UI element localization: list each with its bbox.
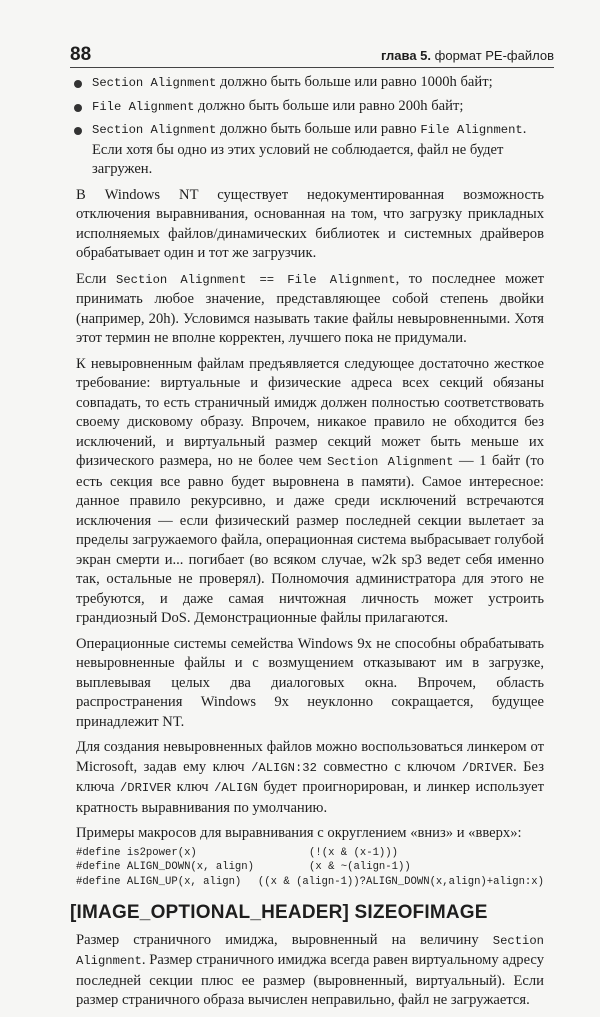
inline-code: Section Alignment == File Alignment: [116, 272, 396, 287]
list-item: [76, 73, 544, 94]
paragraph-text: , то последнее может принимать любое значение, представляющее собой степень двойки (например, 20h). Условимся называть такие файлы невыровненными. Хотя этот термин не вполне корректен, лучшего пока не придумали.: [76, 270, 544, 346]
code-right: (!(x & (x-1))): [309, 846, 399, 859]
page-body: [70, 73, 545, 1017]
inline-code: Section Alignment: [92, 123, 217, 137]
paragraph-text: — 1 байт (то есть секция все равно будет выровнена в памяти). Самое интересное: данное правило рекурсивно, и даже среди исключений встречаются исключения — если физический размер последней секции вылетает за пределы загружаемого файла, операционная система выбрасывает голубой экран смерти и... погибает (во всяком случае, w2k sp3 ведет себя именно так, остальные не проверял). Полномочия администратора для этого не требуются, и даже самая ничтожная личность может устроить грандиозный DoS. Демонстрационные файлы прилагаются.: [76, 453, 544, 626]
list-item: [76, 97, 544, 118]
paragraph-text: ключ: [171, 779, 215, 795]
code-left: #define ALIGN_DOWN(x, align): [76, 861, 255, 873]
inline-code: /ALIGN: [214, 781, 258, 795]
paragraph-text: Размер страничного имиджа, выровненный на величину: [76, 931, 493, 948]
page-header: [70, 44, 554, 66]
inline-code: /DRIVER: [119, 781, 172, 795]
list-item: [76, 120, 544, 180]
inline-code: Section Alignment: [327, 455, 454, 469]
inline-code: Section Alignment: [76, 933, 544, 968]
paragraph: [76, 270, 544, 349]
chapter-title: [381, 48, 554, 63]
paragraph-text: будет проигнорирован, и линкер использует кратность выравнивания по умолчанию.: [76, 779, 545, 816]
paragraph-text: . Размер страничного имиджа всегда равен виртуальному адресу последней секции плюс ее размер (выровненный, виртуальный). Если размер страничного образа вычислен неправильно, файл не загружается.: [76, 952, 544, 1008]
paragraph-text: Если: [76, 270, 117, 287]
paragraph: [76, 931, 544, 1011]
code-line: [76, 846, 544, 861]
section-heading: [IMAGE_OPTIONAL_HEADER] SIZEOFIMAGE: [70, 902, 488, 923]
paragraph-text: К невыровненным файлам предъявляется следующее достаточно жесткое требование: виртуальные и физические адреса всех секций обязаны совпадать, то есть страничный имидж должен полностью соответствовать своему дисковому образу. Впрочем, никакое правило не обходится без исключений, и виртуальный размер секций может быть меньше их физического размера, но не более чем: [76, 355, 544, 469]
paragraph-text: . Без ключа: [76, 758, 544, 795]
inline-code: /ALIGN:32: [251, 760, 317, 775]
paragraph: [76, 355, 544, 629]
code-left: #define is2power(x): [76, 846, 197, 859]
paragraph: Операционные системы семейства Windows 9x не способны обрабатывать невыровненные файлы и с возмущением отказывают им в загрузке, выплевывая целых два диалоговых окна. Впрочем, область распространения Windows 9x неуклонно сокращается, будущее принадлежит NT.: [76, 635, 544, 730]
list-item-text: должно быть больше или равно: [216, 121, 421, 137]
page-number: 88: [70, 44, 92, 65]
list-item-text: должно быть больше или равно 200h байт;: [194, 97, 464, 114]
inline-code: File Alignment: [92, 99, 195, 114]
header-rule: [70, 67, 554, 68]
paragraph-text: Для создания невыровненных файлов можно воспользоваться линкером от Microsoft, задав ему ключ: [76, 739, 544, 775]
chapter-label: глава 5.: [380, 48, 432, 63]
inline-code: Section Alignment: [92, 76, 217, 90]
paragraph-text: совместно с ключом: [316, 758, 462, 775]
bullet-icon: [74, 80, 82, 88]
paragraph: Примеры макросов для выравнивания с округлением «вниз» и «вверх»:: [76, 825, 522, 841]
list-item-text: . Если хотя бы одно из этих условий не соблюдается, файл не будет загружен.: [92, 121, 527, 177]
code-left: #define ALIGN_UP(x, align): [76, 875, 242, 888]
code-right: ((x & (align-1))?ALIGN_DOWN(x,align)+align:x): [257, 875, 544, 888]
code-right: (x & ~(align-1)): [309, 861, 411, 873]
code-line: [76, 875, 544, 890]
chapter-name: формат PE-файлов: [434, 48, 554, 63]
code-block: [76, 846, 544, 890]
bullet-icon: [74, 104, 82, 112]
list-item-text: должно быть больше или равно 1000h байт;: [216, 74, 493, 90]
paragraph: [76, 738, 544, 818]
paragraph: В Windows NT существует недокументированная возможность отключения выравнивания, основанная на том, что загрузку прикладных исполняемых файлов/динамических библиотек и системных драйверов обрабатывает один и тот же загрузчик.: [76, 186, 544, 261]
code-line: [76, 860, 544, 875]
inline-code: /DRIVER: [461, 760, 514, 775]
bullet-icon: [74, 127, 82, 135]
inline-code: File Alignment: [420, 123, 523, 137]
